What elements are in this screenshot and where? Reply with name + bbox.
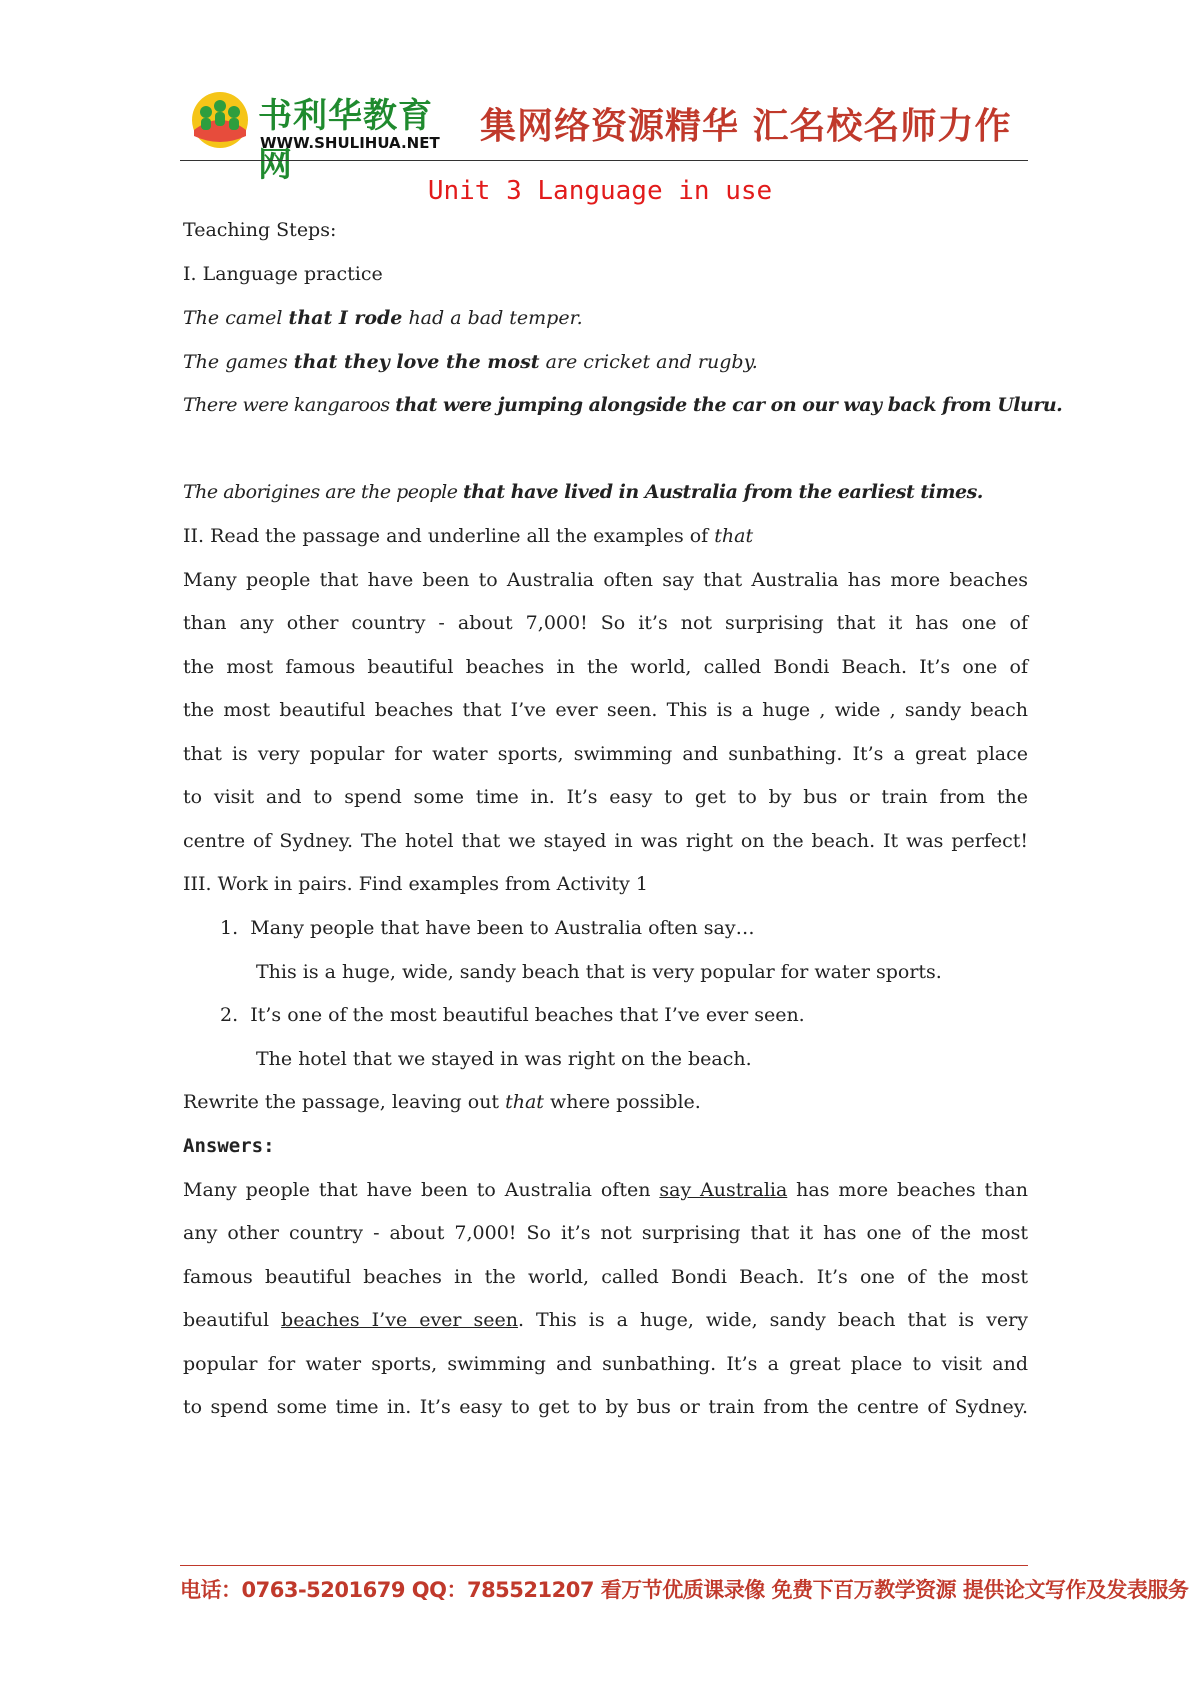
- logo-people-icon: [190, 90, 250, 150]
- sentence-text: The games: [183, 351, 294, 373]
- answer-line: [183, 1178, 1028, 1202]
- list-item: [220, 1003, 1028, 1027]
- list-number: 1.: [220, 917, 239, 939]
- answer-line: popular for water sports, swimming and sunbathing. It’s a great place to visit and: [183, 1353, 1028, 1375]
- example-sentence: [183, 393, 1063, 417]
- answer-text: . This is a huge, wide, sandy beach that is very: [517, 1309, 1028, 1331]
- footer-contact: 电话：0763-5201679 QQ：785521207 看万节优质课录像 免费下百万教学资源 提供论文写作及发表服务: [180, 1578, 1189, 1602]
- instruction-text: where possible.: [543, 1091, 701, 1113]
- sentence-text: are cricket and rugby.: [539, 351, 758, 373]
- answer-underlined: say Australia: [659, 1179, 788, 1201]
- logo-name: 书利华教育网: [258, 96, 433, 185]
- header-banner: [180, 84, 1030, 185]
- sentence-bold: that were jumping alongside the car on our way back from Uluru.: [395, 394, 1063, 416]
- site-logo[interactable]: [180, 84, 460, 185]
- list-text: It’s one of the most beautiful beaches that I’ve ever seen.: [250, 1004, 805, 1026]
- example-sentence: [183, 480, 1028, 504]
- rewrite-instruction: [183, 1090, 1028, 1114]
- logo-url: WWW.SHULIHUA.NET: [260, 134, 440, 152]
- sentence-text: The aborigines are the people: [183, 481, 464, 503]
- sentence-text: had a bad temper.: [402, 307, 583, 329]
- list-number: 2.: [220, 1004, 239, 1026]
- section1-heading: I. Language practice: [183, 263, 383, 285]
- list-item: [220, 916, 1028, 940]
- section2-heading: [183, 524, 1028, 548]
- answer-text: beautiful: [183, 1309, 282, 1331]
- answer-line: to spend some time in. It’s easy to get to by bus or train from the centre of Sydney.: [183, 1396, 1028, 1418]
- answer-text: Many people that have been to Australia often: [183, 1179, 660, 1201]
- sentence-bold: that they love the most: [293, 351, 540, 373]
- passage-line: to visit and to spend some time in. It’s easy to get to by bus or train from the: [183, 786, 1028, 808]
- teaching-steps-label: Teaching Steps:: [183, 219, 337, 241]
- answers-label: Answers:: [183, 1135, 275, 1157]
- answer-line: famous beautiful beaches in the world, called Bondi Beach. It’s one of the most: [183, 1266, 1028, 1288]
- example-sentence: [183, 306, 1028, 330]
- header-divider: [180, 160, 1028, 161]
- sentence-text: The camel: [183, 307, 289, 329]
- passage-line: the most famous beautiful beaches in the world, called Bondi Beach. It’s one of: [183, 656, 1028, 678]
- page-title: Unit 3 Language in use: [427, 176, 773, 206]
- passage-line: the most beautiful beaches that I’ve ever seen. This is a huge , wide , sandy beach: [183, 699, 1028, 721]
- passage-line: than any other country - about 7,000! So it’s not surprising that it has one of: [183, 612, 1028, 634]
- header-slogan: 集网络资源精华 汇名校名师力作: [480, 106, 1012, 147]
- passage-line: centre of Sydney. The hotel that we stayed in was right on the beach. It was perfect!: [183, 830, 1028, 852]
- instruction-italic: that: [505, 1091, 544, 1113]
- heading-text: II. Read the passage and underline all the examples of: [183, 525, 715, 547]
- answer-text: has more beaches than: [787, 1179, 1028, 1201]
- heading-italic: that: [714, 525, 754, 547]
- answer-underlined: beaches I’ve ever seen: [281, 1309, 518, 1331]
- passage-line: Many people that have been to Australia often say that Australia has more beaches: [183, 569, 1028, 591]
- answer-line: any other country - about 7,000! So it’s not surprising that it has one of the most: [183, 1222, 1028, 1244]
- sentence-text: There were kangaroos: [183, 394, 396, 416]
- list-subitem: The hotel that we stayed in was right on the beach.: [256, 1048, 752, 1070]
- example-sentence: [183, 350, 1028, 374]
- list-subitem: This is a huge, wide, sandy beach that is very popular for water sports.: [256, 961, 942, 983]
- answer-line: [183, 1308, 1028, 1332]
- section3-heading: III. Work in pairs. Find examples from Activity 1: [183, 873, 649, 895]
- sentence-bold: that have lived in Australia from the earliest times.: [463, 481, 983, 503]
- instruction-text: Rewrite the passage, leaving out: [183, 1091, 506, 1113]
- footer-divider: [180, 1565, 1028, 1566]
- passage-line: that is very popular for water sports, swimming and sunbathing. It’s a great place: [183, 743, 1028, 765]
- list-text: Many people that have been to Australia often say…: [250, 917, 755, 939]
- sentence-bold: that I rode: [288, 307, 403, 329]
